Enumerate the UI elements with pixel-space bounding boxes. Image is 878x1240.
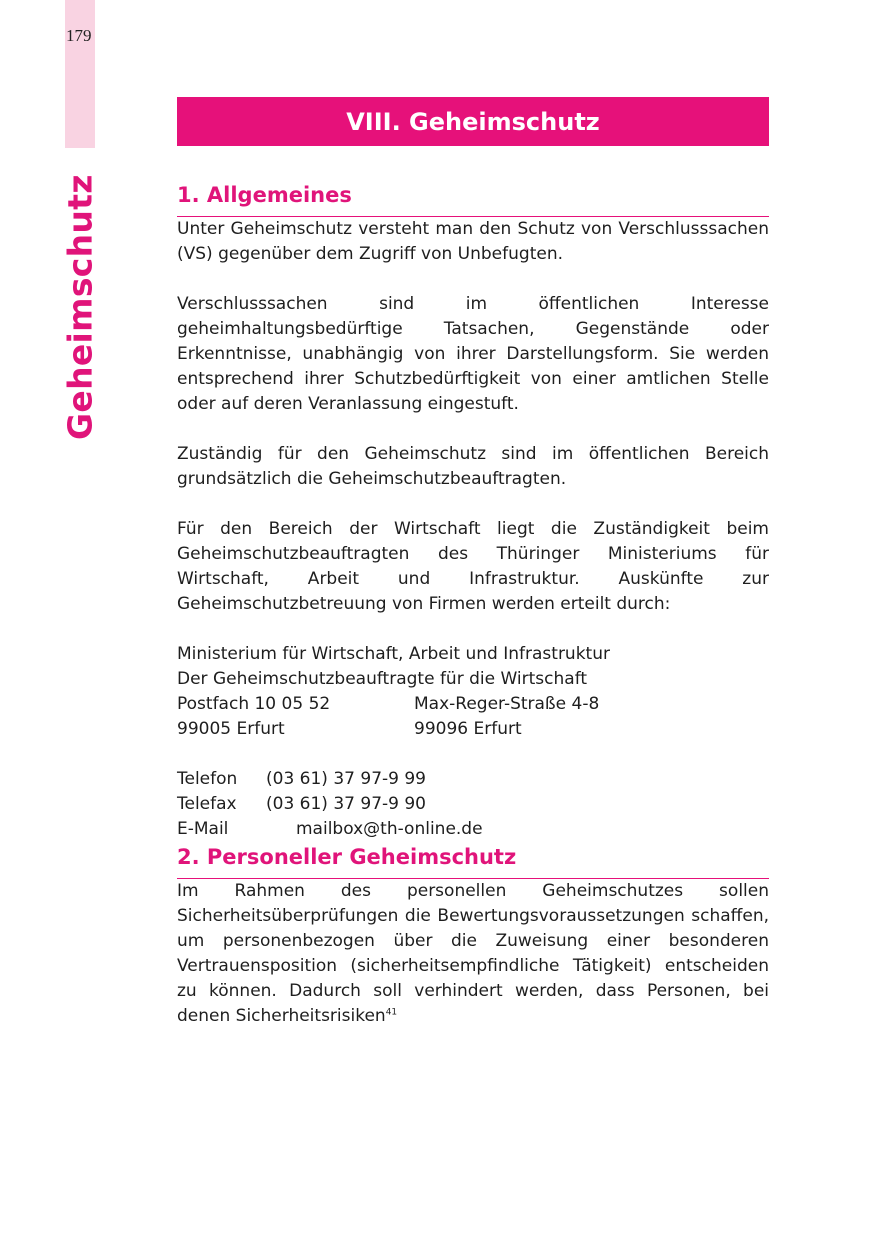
- address-city-postfach: 99005 Erfurt: [177, 719, 285, 739]
- address-block: [177, 642, 769, 742]
- address-row-street: [177, 692, 769, 717]
- page-content: [177, 180, 769, 1054]
- paragraph: Zuständig für den Geheimschutz sind im öffentlichen Bereich grundsätzlich die Geheimschutzbeauftragten.: [177, 444, 769, 489]
- contact-block: [177, 767, 769, 842]
- page-side-band: [65, 0, 95, 148]
- section-heading-allgemeines: 1. Allgemeines: [177, 180, 769, 217]
- chapter-title: VIII. Geheimschutz: [346, 107, 600, 136]
- phone-number: (03 61) 37 97-9 99: [266, 769, 426, 789]
- paragraph: Verschlusssachen sind im öffentlichen Interesse geheimhaltungsbedürftige Tatsachen, Gegenstände oder Erkenntnisse, unabhängig von ihrer Darstellungsform. Sie werden entsprechend ihrer Schutzbedürftigkeit von einer amtlichen Stelle oder auf deren Veranlassung eingestuft.: [177, 294, 769, 414]
- contact-row-phone: [177, 767, 769, 792]
- section-heading-personeller-geheimschutz: 2. Personeller Geheimschutz: [177, 842, 769, 879]
- fax-label: Telefax: [177, 794, 237, 814]
- paragraph-text: Im Rahmen des personellen Geheimschutzes sollen Sicherheitsüberprüfungen die Bewertungsvoraussetzungen schaffen, um personenbezogen über die Zuweisung einer besonderen Vertrauensposition (sicherheitsempfindliche Tätigkeit) entscheiden zu können. Dadurch soll verhindert werden, dass Personen, bei denen Sicherheitsrisiken: [177, 881, 769, 1026]
- footnote-reference: 41: [385, 1007, 398, 1018]
- paragraph: Für den Bereich der Wirtschaft liegt die Zuständigkeit beim Geheimschutzbeauftragten des Thüringer Ministeriums für Wirtschaft, Arbeit und Infrastruktur. Auskünfte zur Geheimschutzbetreuung von Firmen werden erteilt durch:: [177, 519, 769, 614]
- phone-label: Telefon: [177, 769, 238, 789]
- address-postfach: Postfach 10 05 52: [177, 694, 331, 714]
- fax-number: (03 61) 37 97-9 90: [266, 794, 426, 814]
- page-number: 179: [66, 26, 92, 45]
- contact-row-email: [177, 817, 769, 842]
- address-line-ministry: Ministerium für Wirtschaft, Arbeit und Infrastruktur: [177, 644, 610, 664]
- address-city-street: 99096 Erfurt: [414, 719, 522, 739]
- address-street: Max-Reger-Straße 4-8: [414, 694, 600, 714]
- chapter-side-label: Geheimschutz: [60, 174, 100, 440]
- paragraph: [177, 879, 769, 1029]
- email-label: E-Mail: [177, 819, 229, 839]
- paragraph: Unter Geheimschutz versteht man den Schutz von Verschlusssachen (VS) gegenüber dem Zugriff von Unbefugten.: [177, 219, 769, 264]
- contact-row-fax: [177, 792, 769, 817]
- email-address: mailbox@th-online.de: [296, 819, 483, 839]
- address-line-officer: Der Geheimschutzbeauftragte für die Wirtschaft: [177, 669, 588, 689]
- chapter-title-bar: [177, 97, 769, 146]
- address-row-city: [177, 717, 769, 742]
